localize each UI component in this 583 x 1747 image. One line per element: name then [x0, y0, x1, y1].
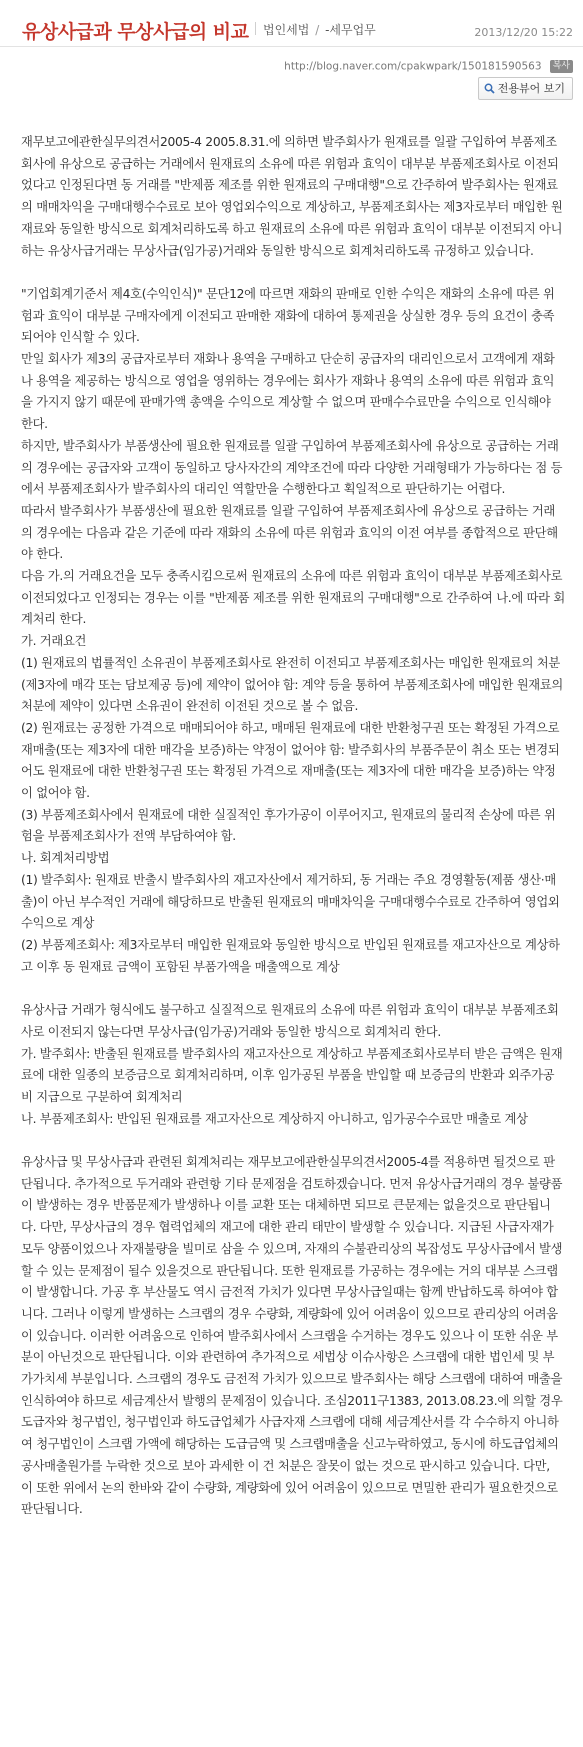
dedicated-viewer-label: 전용뷰어 보기 — [497, 82, 565, 95]
post-url[interactable]: http://blog.naver.com/cpakwpark/150181590563 — [284, 60, 542, 73]
post-body — [21, 132, 565, 1521]
category-separator: / — [315, 23, 320, 37]
paragraph: 나. 부품제조회사: 반입된 원재료를 재고자산으로 계상하지 아니하고, 임가공수수료만 매출로 계상 — [21, 1111, 528, 1126]
post-title[interactable]: 유상사급과 무상사급의 비교 — [22, 21, 249, 43]
post-url-row — [284, 56, 573, 72]
paragraph: (3) 부품제조회사에서 원재료에 대한 실질적인 후가가공이 이루어지고, 원재료의 물리적 손상에 따른 위험을 부품제조회사가 전액 부담하여야 함. — [21, 807, 556, 844]
paragraph: 따라서 발주회사가 부품생산에 필요한 원재료를 일괄 구입하여 부품제조회사에 유상으로 공급하는 거래의 경우에는 다음과 같은 기준에 따라 재화의 소유에 따른 위험과 효익의 이전 여부를 종합적으로 판단해야 한다. — [21, 503, 558, 562]
paragraph: 가. 발주회사: 반출된 원재료를 발주회사의 재고자산으로 계상하고 부품제조회사로부터 받은 금액은 원재료에 대한 일종의 보증금으로 회계처리하며, 이후 임가공된 부품을 반입할 때 보증금의 반환과 외주가공비 지급으로 구분하여 회계처리 — [21, 1046, 563, 1104]
paragraph: "기업회계기준서 제4호(수익인식)" 문단12에 따르면 재화의 판매로 인한 수익은 재화의 소유에 따른 위험과 효익이 대부분 구매자에게 이전되고 판매한 재화에 대하여 통제권을 상실한 경우 등의 요건이 충족되어야 인식할 수 있다. — [21, 286, 555, 345]
copy-url-button[interactable]: 복사 — [550, 60, 573, 73]
paragraph: 유상사급 거래가 형식에도 불구하고 실질적으로 원재료의 소유에 따른 위험과 효익이 대부분 부품제조회사로 이전되지 않는다면 무상사급(임가공)거래와 동일한 방식으로 회계처리 한다. — [21, 1003, 559, 1039]
magnifier-icon — [484, 83, 495, 94]
paragraph: (2) 부품제조회사: 제3자로부터 매입한 원재료와 동일한 방식으로 반입된 원재료를 재고자산으로 계상하고 이후 동 원재료 금액이 포함된 부품가액을 매출액으로 계상 — [21, 938, 560, 974]
paragraph: 하지만, 발주회사가 부품생산에 필요한 원재료를 일괄 구입하여 부품제조회사에 유상으로 공급하는 거래의 경우에는 공급자와 고객이 동일하고 당사자간의 계약조건에 따라 다양한 거래형태가 가능하다는 점 등에서 부품제조회사가 발주회사의 대리인 역할만을 수행한다고 획일적으로 판단하기는 어렵다. — [21, 438, 563, 497]
dedicated-viewer-button[interactable] — [478, 77, 573, 100]
title-divider — [255, 22, 256, 35]
paragraph: (2) 원재료는 공정한 가격으로 매매되어야 하고, 매매된 원재료에 대한 반환청구권 또는 확정된 가격으로 재매출(또는 제3자에 대한 매각을 보증)하는 약정이 없어야 함: 발주회사의 부품주문이 취소 또는 변경되어도 원재료에 대한 반환청구권 또는 확정된 가격으로 재매출(또는 제3자에 대한 매각을 보증)하는 약정이 없어야 함. — [21, 720, 560, 801]
breadcrumb — [263, 21, 376, 38]
paragraph: 만일 회사가 제3의 공급자로부터 재화나 용역을 구매하고 단순히 공급자의 대리인으로서 고객에게 재화나 용역을 제공하는 방식으로 영업을 영위하는 경우에는 회사가 재화나 용역의 소유에 따른 위험과 효익을 가지지 않기 때문에 판매가액 총액을 수익으로 계상할 수 없으며 판매수수료만을 수익으로 인식해야 한다. — [21, 352, 555, 432]
paragraph-gap — [21, 978, 565, 1000]
paragraph: 재무보고에관한실무의견서2005-4 2005.8.31.에 의하면 발주회사가 원재료를 일괄 구입하여 부품제조회사에 유상으로 공급하는 거래에서 원재료의 소유에 따른 위험과 효익이 대부분 부품제조회사로 이전되었다고 인정된다면 동 거래를 "반제품 제조를 위한 원재료의 구매대행"으로 간주하여 발주회사는 원재료의 매매차익을 구매대행수수료로 보아 영업외수익으로 계상하고, 부품제조회사는 제3자로부터 매입한 원재료와 동일한 방식으로 회계처리하도록 하고 원재료의 소유에 따른 위험과 효익이 대부분 이전되지 아니하는 유상사급거래는 무상사급(임가공)거래와 동일한 방식으로 회계처리하도록 규정하고 있습니다. — [21, 135, 563, 258]
post-header — [0, 0, 583, 47]
post-date: 2013/12/20 15:22 — [474, 26, 573, 39]
paragraph: 다음 가.의 거래요건을 모두 충족시킴으로써 원재료의 소유에 따른 위험과 효익이 대부분 부품제조회사로 이전되었다고 인정되는 경우는 이를 "반제품 제조를 위한 원재료의 구매대행"으로 간주하여 나.에 따라 회계처리 한다. — [21, 569, 565, 627]
category-sub-link[interactable]: -세무업무 — [325, 23, 376, 37]
section-heading: 나. 회계처리방법 — [21, 851, 110, 866]
category-main-link[interactable]: 법인세법 — [263, 23, 310, 37]
paragraph-gap — [21, 1130, 565, 1152]
paragraph: (1) 발주회사: 원재료 반출시 발주회사의 재고자산에서 제거하되, 동 거래는 주요 경영활동(제품 생산·매출)이 아닌 부수적인 거래에 해당하므로 반출된 원재료의 매매차익을 구매대행수수료로 간주하여 영업외수익으로 계상 — [21, 872, 560, 931]
paragraph-gap — [21, 262, 565, 284]
paragraph: (1) 원재료의 법률적인 소유권이 부품제조회사로 완전히 이전되고 부품제조회사는 매입한 원재료의 처분(제3자에 매각 또는 담보제공 등)에 제약이 없어야 함: 계약 등을 통하여 부품제조회사에 매입한 원재료의 처분에 제약이 있다면 소유권이 완전히 이전된 것으로 볼 수 없음. — [21, 655, 564, 714]
paragraph: 유상사급 및 무상사급과 관련된 회계처리는 재무보고에관한실무의견서2005-4를 적용하면 될것으로 판단됩니다. 추가적으로 두거래와 관련항 기타 문제점을 검토하겠습니다. 먼저 유상사급거래의 경우 불량품이 발생하는 경우 반품문제가 발생하나 이를 교환 또는 대체하면 되므로 큰문제는 없을것으로 판단됩니다. 다만, 무상사급의 경우 협력업체의 재고에 대한 관리 태만이 발생할 수 있습니다. 지급된 사급자재가 모두 양품이었으나 자재불량을 빌미로 삼을 수 있으며, 자재의 수불관리상의 복잡성도 무상사급에서 발생할 수 있는 문제점이 될수 있을것으로 판단됩니다. 또한 원재료를 가공하는 경우에는 거의 대부분 스크랩이 발생합니다. 가공 후 부산물도 역시 금전적 가치가 있다면 무상사급일때는 함께 반납하도록 하여야 합니다. 그러나 이렇게 발생하는 스크랩의 경우 수량화, 계량화에 있어 어려움이 있으므로 관리상의 어려움이 있습니다. 이러한 어려움으로 인하여 발주회사에서 스크랩을 수거하는 경우도 있으나 이 또한 쉬운 부분이 아닌것으로 판단됩니다. 이와 관련하여 추가적으로 세법상 이슈사항은 스크랩에 대한 법인세 및 부가가치세 부분입니다. 스크랩의 경우도 금전적 가치가 있으므로 발주회사는 해당 스크랩에 대하여 매출을 인식하여야 하므로 세금계산서 발행의 문제점이 있습니다. 조심2011구1383, 2013.08.23.에 의할 경우 도급자와 청구법인, 청구법인과 하도급업체가 사급자재 스크랩에 대해 세금계산서를 각 수수하지 아니하여 청구법인이 스크랩 가액에 해당하는 도급금액 및 스크랩매출을 신고누락하였고, 동시에 하도급업체의 공사매출원가를 누락한 것으로 보아 과세한 이 건 처분은 잘못이 없는 것으로 판시하고 있습니다. 다만, 이 또한 위에서 논의 한바와 같이 수량화, 계량화에 있어 어려움이 있으므로 면밀한 관리가 필요한것으로 판단됩니다. — [21, 1155, 563, 1517]
section-heading: 가. 거래요건 — [21, 634, 87, 649]
